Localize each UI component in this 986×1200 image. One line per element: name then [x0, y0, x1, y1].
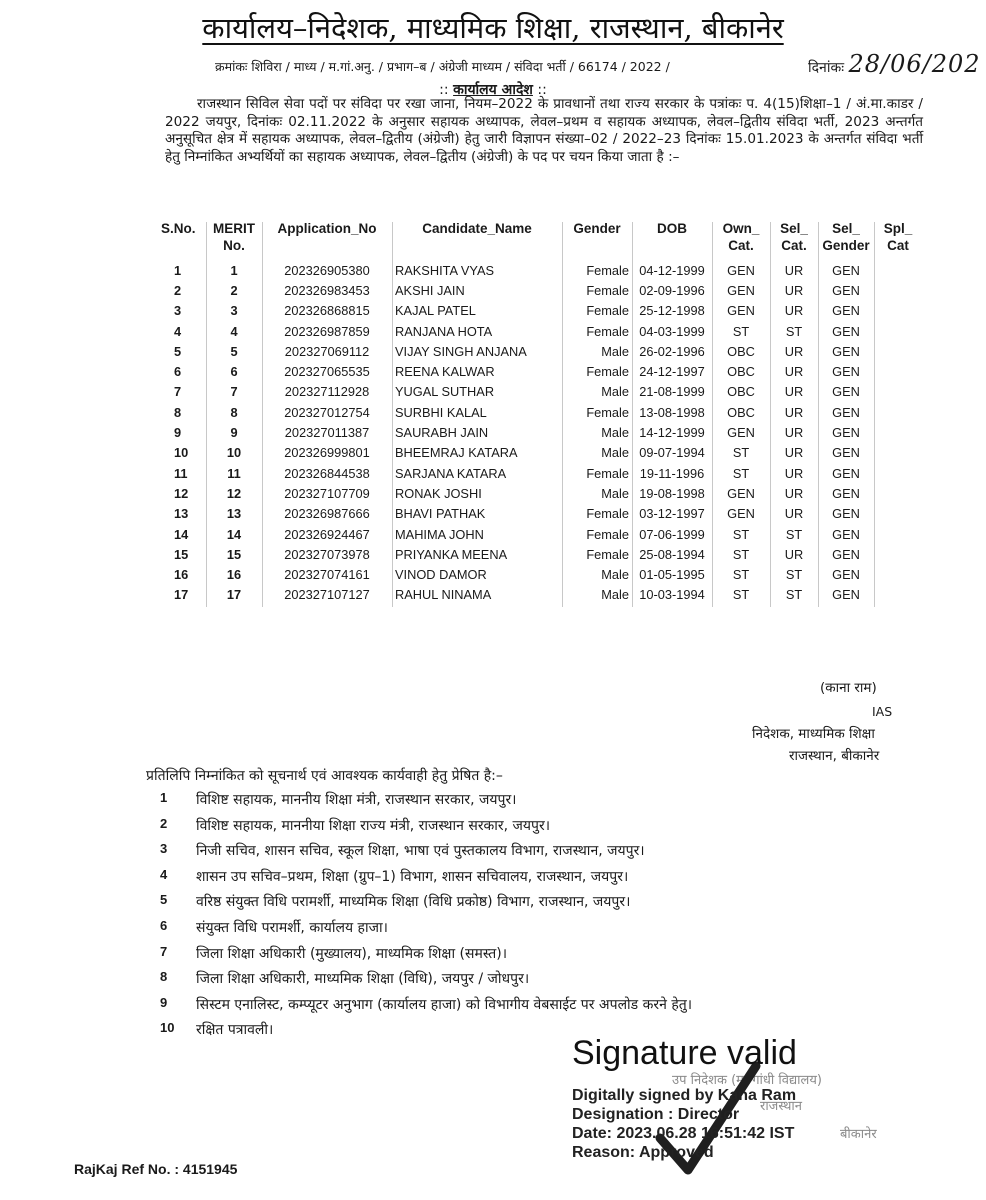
- col-application-no: Application_No: [277, 221, 377, 236]
- cell-application-no: 202326924467: [284, 526, 370, 542]
- col-merit: MERIT No.: [213, 221, 255, 253]
- cell-application-no: 202326905380: [284, 262, 370, 278]
- cell-merit: 10: [226, 445, 242, 461]
- order-date: [808, 50, 981, 78]
- cell-dob: 25-12-1998: [639, 303, 705, 319]
- cell-own-cat: ST: [732, 567, 750, 583]
- cell-application-no: 202327073978: [284, 546, 370, 562]
- cell-application-no: 202327012754: [284, 404, 370, 420]
- list-item: [160, 867, 692, 893]
- cell-candidate-name: SAURABH JAIN: [395, 425, 489, 441]
- list-item-text: वरिष्ठ संयुक्त विधि परामर्शी, माध्यमिक शिक्षा (विधि प्रकोष्ठ) विभाग, राजस्थान, जयपुर।: [196, 894, 631, 911]
- cell-sel-gender: GEN: [832, 445, 860, 461]
- cell-sel-cat: UR: [784, 465, 804, 481]
- cell-candidate-name: KAJAL PATEL: [395, 303, 476, 319]
- signature-valid-title: Signature valid: [572, 1034, 797, 1072]
- cell-sno: 7: [174, 384, 182, 400]
- signatory-service: IAS: [872, 704, 893, 719]
- cell-dob: 24-12-1997: [639, 364, 705, 380]
- cell-candidate-name: VIJAY SINGH ANJANA: [395, 343, 527, 359]
- cell-gender: Male: [601, 445, 629, 461]
- list-item-text: सिस्टम एनालिस्ट, कम्प्यूटर अनुभाग (कार्यालय हाजा) को विभागीय वेबसाईट पर अपलोड करने हेतु।: [196, 996, 693, 1013]
- cell-gender: Male: [601, 384, 629, 400]
- date-label: दिनांकः: [808, 60, 845, 76]
- cell-application-no: 202327065535: [284, 364, 370, 380]
- cell-candidate-name: VINOD DAMOR: [395, 567, 487, 583]
- cell-merit: 14: [226, 526, 242, 542]
- cell-sel-gender: GEN: [832, 485, 860, 501]
- rajkaj-reference: RajKaj Ref No. : 4151945: [74, 1161, 238, 1177]
- cell-gender: Female: [586, 526, 629, 542]
- cell-spl-cat: [874, 301, 922, 321]
- cell-dob: 03-12-1997: [639, 506, 705, 522]
- table-row: [158, 422, 922, 442]
- cell-sel-cat: UR: [784, 506, 804, 522]
- cell-dob: 25-08-1994: [639, 546, 705, 562]
- cell-merit: 5: [230, 343, 238, 359]
- order-body-text: राजस्थान सिविल सेवा पदों पर संविदा पर रखा जाना, नियम–2022 के प्रावधानों तथा राज्य सरकार के पत्रांकः प. 4(15)शिक्षा–1 / अं.मा.काडर / 2022 जयपुर, दिनांकः 02.11.2022 के अनुसार सहायक अध्यापक, लेवल–प्रथम व सहायक अध्यापक, लेवल–द्वितीय संविदा भर्ती, 2023 अन्तर्गत अनुसूचित क्षेत्र में सहायक अध्यापक, लेवल–द्वितीय (अंग्रेजी) हेतु जारी विज्ञापन संख्या–02 / 2022–23 दिनांकः 15.01.2023 के अन्तर्गत संविदा भर्ती हेतु निम्नांकित अभ्यर्थियों का सहायक अध्यापक, लेवल–द्वितीय (अंग्रेजी) के पद पर चयन किया जाता है :–: [165, 96, 923, 165]
- cell-sel-cat: UR: [784, 425, 804, 441]
- table-row: [158, 483, 922, 503]
- cell-gender: Female: [586, 262, 629, 278]
- list-item: [160, 892, 692, 918]
- cell-sno: 13: [174, 506, 189, 522]
- cell-own-cat: OBC: [727, 364, 755, 380]
- cell-own-cat: GEN: [727, 506, 755, 522]
- cell-sno: 3: [174, 303, 182, 319]
- signatory-place: राजस्थान, बीकानेर: [789, 748, 880, 764]
- list-item-number: 9: [160, 994, 168, 1010]
- table-row: [158, 443, 922, 463]
- list-item: [160, 995, 692, 1021]
- page-title: कार्यालय–निदेशक, माध्यमिक शिक्षा, राजस्थान, बीकानेर: [202, 11, 784, 45]
- copy-to-list: [160, 790, 692, 1046]
- cell-merit: 17: [226, 587, 242, 603]
- cell-spl-cat: [874, 321, 922, 341]
- list-item: [160, 790, 692, 816]
- cell-dob: 26-02-1996: [639, 343, 705, 359]
- cell-own-cat: GEN: [727, 282, 755, 298]
- cell-dob: 21-08-1999: [639, 384, 705, 400]
- cell-application-no: 202326999801: [284, 445, 370, 461]
- cell-application-no: 202327112928: [284, 384, 370, 400]
- cell-sel-gender: GEN: [832, 546, 860, 562]
- cell-merit: 9: [230, 425, 238, 441]
- cell-own-cat: ST: [732, 546, 750, 562]
- cell-sel-gender: GEN: [832, 303, 860, 319]
- cell-spl-cat: [874, 382, 922, 402]
- cell-sel-cat: UR: [784, 546, 804, 562]
- signatory-name: (काना राम): [820, 680, 877, 696]
- cell-spl-cat: [874, 280, 922, 300]
- cell-own-cat: ST: [732, 526, 750, 542]
- cell-merit: 8: [230, 404, 238, 420]
- cell-application-no: 202327069112: [284, 343, 370, 359]
- cell-sel-cat: UR: [784, 404, 804, 420]
- cell-gender: Male: [601, 425, 629, 441]
- cell-gender: Female: [586, 465, 629, 481]
- cell-gender: Female: [586, 282, 629, 298]
- cell-sel-gender: GEN: [832, 526, 860, 542]
- cell-spl-cat: [874, 585, 922, 605]
- cell-merit: 1: [230, 262, 238, 278]
- list-item: [160, 841, 692, 867]
- cell-candidate-name: RAHUL NINAMA: [395, 587, 492, 603]
- cell-sno: 11: [174, 465, 188, 481]
- cell-sel-cat: UR: [784, 262, 804, 278]
- list-item-text: रक्षित पत्रावली।: [196, 1022, 274, 1039]
- cell-application-no: 202326868815: [284, 303, 370, 319]
- cell-own-cat: GEN: [727, 262, 755, 278]
- list-item: [160, 969, 692, 995]
- table-row: [158, 382, 922, 402]
- list-item-number: 4: [160, 866, 168, 882]
- cell-sno: 17: [174, 587, 189, 603]
- cell-sno: 8: [174, 404, 182, 420]
- cell-gender: Female: [586, 323, 629, 339]
- cell-gender: Female: [586, 404, 629, 420]
- cell-sel-gender: GEN: [832, 282, 860, 298]
- cell-candidate-name: BHEEMRAJ KATARA: [395, 445, 518, 461]
- cell-dob: 14-12-1999: [639, 425, 705, 441]
- cell-merit: 11: [227, 465, 241, 481]
- col-own-cat: Own_ Cat.: [722, 221, 760, 253]
- cell-dob: 04-03-1999: [639, 323, 705, 339]
- cell-sel-gender: GEN: [832, 323, 860, 339]
- cell-application-no: 202326983453: [284, 282, 370, 298]
- cell-merit: 16: [226, 567, 242, 583]
- cell-sel-cat: ST: [785, 526, 803, 542]
- cell-dob: 13-08-1998: [639, 404, 705, 420]
- faded-stamp-line-3: बीकानेर: [840, 1127, 877, 1142]
- cell-spl-cat: [874, 341, 922, 361]
- cell-sno: 6: [174, 364, 182, 380]
- cell-application-no: 202327074161: [284, 567, 370, 583]
- cell-sel-cat: ST: [785, 323, 803, 339]
- cell-sel-gender: GEN: [832, 465, 860, 481]
- list-item-text: जिला शिक्षा अधिकारी (मुख्यालय), माध्यमिक शिक्षा (समस्त)।: [196, 945, 508, 962]
- cell-gender: Male: [601, 567, 629, 583]
- cell-sno: 5: [174, 343, 182, 359]
- cell-merit: 7: [230, 384, 238, 400]
- cell-sel-cat: UR: [784, 343, 804, 359]
- candidates-table: [158, 216, 922, 605]
- list-item-number: 3: [160, 841, 168, 857]
- cell-own-cat: OBC: [727, 343, 755, 359]
- cell-own-cat: ST: [732, 465, 750, 481]
- cell-gender: Female: [586, 364, 629, 380]
- handwritten-date: 28/06/202: [848, 50, 981, 78]
- cell-candidate-name: SURBHI KALAL: [395, 404, 487, 420]
- cell-spl-cat: [874, 361, 922, 381]
- cell-dob: 19-11-1996: [639, 465, 705, 481]
- list-item-number: 2: [160, 815, 168, 831]
- cell-sno: 9: [174, 425, 182, 441]
- cell-spl-cat: [874, 483, 922, 503]
- cell-candidate-name: RANJANA HOTA: [395, 323, 493, 339]
- cell-sno: 15: [174, 546, 189, 562]
- cell-application-no: 202327107709: [284, 485, 370, 501]
- cell-sel-gender: GEN: [832, 567, 860, 583]
- cell-own-cat: ST: [732, 323, 750, 339]
- cell-dob: 19-08-1998: [639, 485, 705, 501]
- cell-sel-gender: GEN: [832, 343, 860, 359]
- table-row: [158, 361, 922, 381]
- cell-spl-cat: [874, 504, 922, 524]
- cell-spl-cat: [874, 544, 922, 564]
- cell-sno: 16: [174, 567, 189, 583]
- signatory-designation: निदेशक, माध्यमिक शिक्षा: [752, 726, 875, 742]
- list-item-number: 1: [160, 790, 168, 805]
- col-spl-cat: Spl_ Cat: [883, 221, 913, 253]
- list-item-text: संयुक्त विधि परामर्शी, कार्यालय हाजा।: [196, 919, 388, 936]
- cell-sno: 1: [174, 262, 182, 278]
- cell-own-cat: ST: [732, 445, 750, 461]
- cell-sel-cat: UR: [784, 364, 804, 380]
- cell-application-no: 202327107127: [284, 587, 370, 603]
- cell-spl-cat: [874, 463, 922, 483]
- col-dob: DOB: [657, 221, 687, 236]
- signature-designation: Designation : Director: [572, 1106, 740, 1123]
- cell-sel-cat: ST: [785, 567, 803, 583]
- list-item-text: विशिष्ट सहायक, माननीया शिक्षा राज्य मंत्री, राजस्थान सरकार, जयपुर।: [196, 817, 551, 834]
- cell-dob: 04-12-1999: [639, 262, 705, 278]
- table-row: [158, 524, 922, 544]
- cell-sno: 10: [174, 445, 189, 461]
- cell-own-cat: OBC: [727, 404, 755, 420]
- cell-application-no: 202326844538: [284, 465, 370, 481]
- cell-candidate-name: BHAVI PATHAK: [395, 506, 486, 522]
- cell-candidate-name: AKSHI JAIN: [395, 282, 465, 298]
- list-item-number: 10: [160, 1020, 175, 1036]
- cell-sel-cat: UR: [784, 282, 804, 298]
- cell-sel-gender: GEN: [832, 262, 860, 278]
- signature-signed-by: Digitally signed by Kana Ram: [572, 1087, 797, 1104]
- cell-sel-gender: GEN: [832, 506, 860, 522]
- cell-candidate-name: REENA KALWAR: [395, 364, 495, 380]
- cell-own-cat: GEN: [727, 485, 755, 501]
- cell-merit: 2: [230, 282, 238, 298]
- cell-sel-cat: UR: [784, 445, 804, 461]
- table-row: [158, 341, 922, 361]
- cell-spl-cat: [874, 524, 922, 544]
- cell-own-cat: ST: [732, 587, 750, 603]
- signature-date: Date: 2023.06.28 16:51:42 IST: [572, 1125, 795, 1142]
- cell-application-no: 202326987859: [284, 323, 370, 339]
- faded-stamp-line-1: उप निदेशक (म. गांधी विद्यालय): [672, 1073, 822, 1088]
- cell-spl-cat: [874, 564, 922, 584]
- cell-sel-gender: GEN: [832, 404, 860, 420]
- list-item: [160, 918, 692, 944]
- cell-sel-gender: GEN: [832, 425, 860, 441]
- cell-merit: 6: [230, 364, 238, 380]
- cell-candidate-name: RAKSHITA VYAS: [395, 262, 495, 278]
- order-heading-text: कार्यालय आदेश: [453, 82, 533, 98]
- cell-sno: 14: [174, 526, 189, 542]
- cell-sel-cat: UR: [784, 303, 804, 319]
- cell-candidate-name: RONAK JOSHI: [395, 485, 482, 501]
- col-sel-gender: Sel_ Gender: [822, 221, 870, 253]
- cell-spl-cat: [874, 422, 922, 442]
- list-item-text: विशिष्ट सहायक, माननीय शिक्षा मंत्री, राजस्थान सरकार, जयपुर।: [196, 792, 517, 808]
- candidates-table-body: [158, 260, 922, 605]
- copy-to-heading: प्रतिलिपि निम्नांकित को सूचनार्थ एवं आवश्यक कार्यवाही हेतु प्रेषित है:–: [146, 768, 503, 784]
- cell-merit: 13: [226, 506, 242, 522]
- cell-sel-gender: GEN: [832, 384, 860, 400]
- cell-sno: 12: [174, 485, 189, 501]
- list-item-text: जिला शिक्षा अधिकारी, माध्यमिक शिक्षा (विधि), जयपुर / जोधपुर।: [196, 971, 530, 988]
- cell-sel-gender: GEN: [832, 364, 860, 380]
- col-sno: S.No.: [161, 221, 196, 236]
- cell-sel-cat: UR: [784, 485, 804, 501]
- table-row: [158, 301, 922, 321]
- cell-dob: 02-09-1996: [639, 282, 705, 298]
- cell-application-no: 202327011387: [284, 425, 370, 441]
- table-row: [158, 280, 922, 300]
- list-item-number: 8: [160, 969, 168, 985]
- cell-candidate-name: MAHIMA JOHN: [395, 526, 484, 542]
- order-heading-suffix: ::: [537, 82, 547, 98]
- list-item-number: 6: [160, 917, 168, 933]
- cell-dob: 09-07-1994: [639, 445, 705, 461]
- cell-merit: 12: [226, 485, 242, 501]
- table-row: [158, 544, 922, 564]
- table-row: [158, 260, 922, 280]
- list-item: [160, 816, 692, 842]
- cell-own-cat: OBC: [727, 384, 755, 400]
- table-row: [158, 321, 922, 341]
- cell-gender: Male: [601, 485, 629, 501]
- cell-gender: Male: [601, 587, 629, 603]
- cell-sno: 2: [174, 282, 182, 298]
- cell-spl-cat: [874, 443, 922, 463]
- order-heading-prefix: ::: [439, 82, 449, 98]
- cell-merit: 4: [230, 323, 238, 339]
- cell-sel-cat: ST: [785, 587, 803, 603]
- cell-gender: Female: [586, 546, 629, 562]
- cell-merit: 15: [226, 546, 242, 562]
- col-sel-cat: Sel_ Cat.: [780, 221, 808, 253]
- cell-merit: 3: [230, 303, 238, 319]
- cell-candidate-name: YUGAL SUTHAR: [395, 384, 495, 400]
- list-item-text: निजी सचिव, शासन सचिव, स्कूल शिक्षा, भाषा एवं पुस्तकालय विभाग, राजस्थान, जयपुर।: [196, 843, 645, 860]
- cell-dob: 10-03-1994: [639, 587, 705, 603]
- col-candidate-name: Candidate_Name: [422, 221, 532, 236]
- cell-sno: 4: [174, 323, 182, 339]
- table-row: [158, 402, 922, 422]
- faded-stamp-line-2: राजस्थान: [760, 1099, 803, 1114]
- cell-candidate-name: SARJANA KATARA: [395, 465, 507, 481]
- table-row: [158, 585, 922, 605]
- cell-spl-cat: [874, 260, 922, 280]
- cell-gender: Male: [601, 343, 629, 359]
- list-item-number: 5: [160, 892, 168, 908]
- cell-gender: Female: [586, 506, 629, 522]
- list-item-number: 7: [160, 943, 168, 959]
- list-item-text: शासन उप सचिव–प्रथम, शिक्षा (ग्रुप–1) विभाग, शासन सचिवालय, राजस्थान, जयपुर।: [196, 868, 629, 885]
- cell-application-no: 202326987666: [284, 506, 370, 522]
- col-gender: Gender: [573, 221, 621, 236]
- table-row: [158, 463, 922, 483]
- cell-sel-cat: UR: [784, 384, 804, 400]
- cell-sel-gender: GEN: [832, 587, 860, 603]
- cell-dob: 01-05-1995: [639, 567, 705, 583]
- list-item: [160, 944, 692, 970]
- cell-spl-cat: [874, 402, 922, 422]
- cell-candidate-name: PRIYANKA MEENA: [395, 546, 508, 562]
- table-row: [158, 564, 922, 584]
- reference-number: क्रमांकः शिविरा / माध्य / म.गां.अनु. / प्रभाग–ब / अंग्रेजी माध्यम / संविदा भर्ती / 66174 / 2022 /: [215, 59, 670, 74]
- signature-reason: Reason: Approved: [572, 1144, 714, 1161]
- cell-gender: Female: [586, 303, 629, 319]
- digital-signature: [572, 1034, 872, 1162]
- table-row: [158, 504, 922, 524]
- cell-dob: 07-06-1999: [639, 526, 705, 542]
- cell-own-cat: GEN: [727, 425, 755, 441]
- order-body: [165, 96, 923, 166]
- cell-own-cat: GEN: [727, 303, 755, 319]
